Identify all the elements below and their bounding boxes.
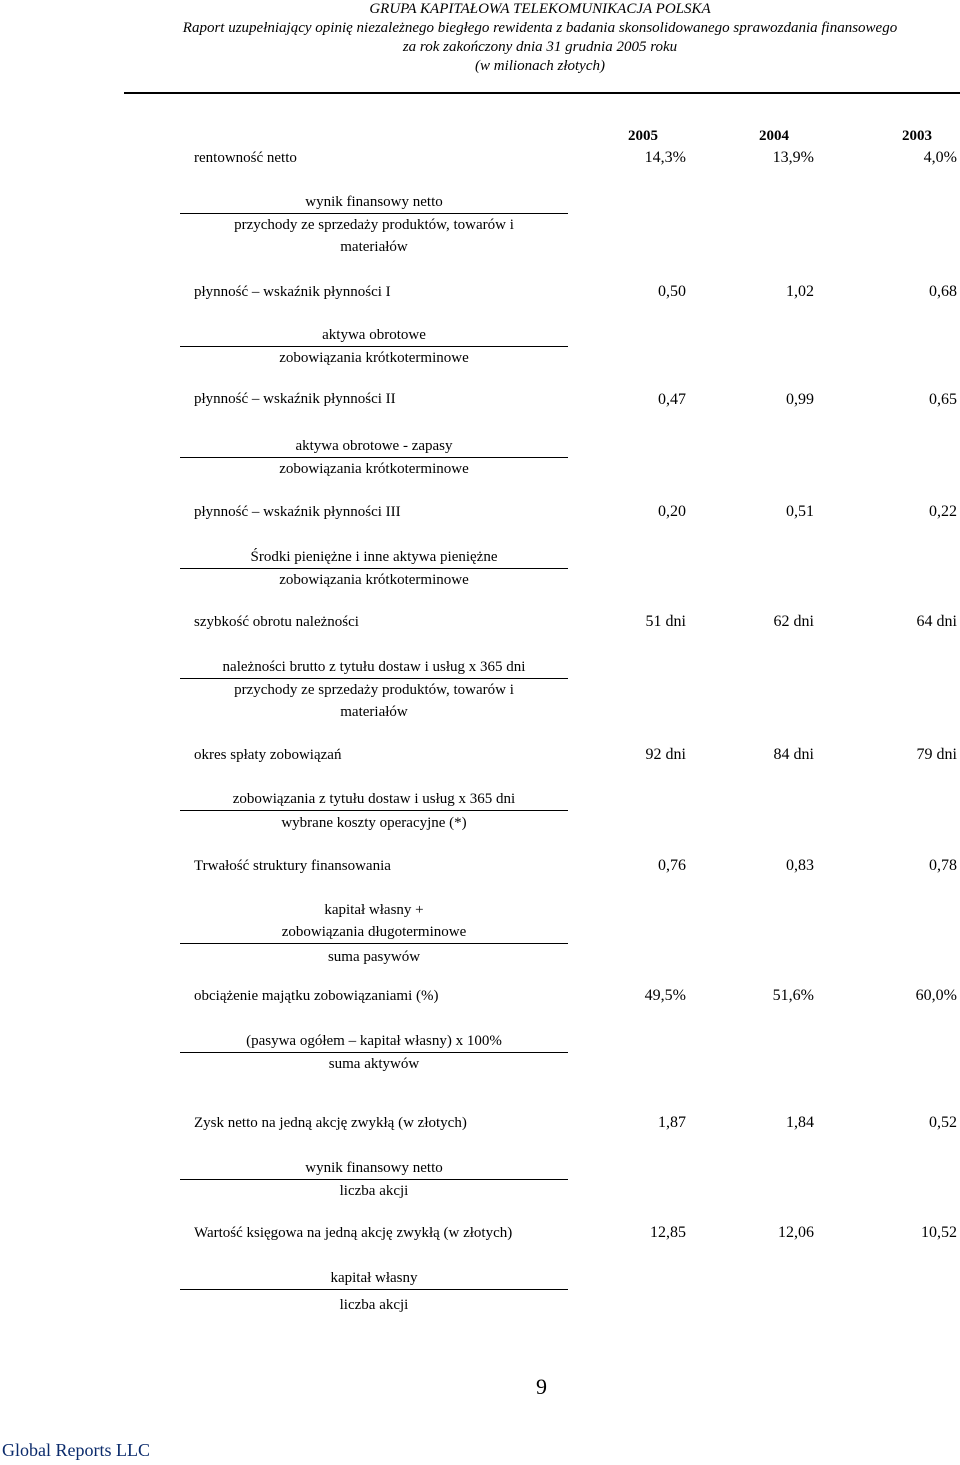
- value-2004: 84 dni: [773, 746, 814, 763]
- value-2003: 0,78: [929, 857, 957, 874]
- footer-source: Global Reports LLC: [2, 1440, 150, 1460]
- value-2005: 51 dni: [645, 613, 686, 630]
- value-2005: 0,47: [658, 391, 686, 408]
- formula-denominator: zobowiązania krótkoterminowe: [279, 350, 469, 366]
- formula-denominator: suma pasywów: [327, 949, 421, 965]
- header-units: (w milionach złotych): [475, 58, 605, 74]
- indicator-label: płynność – wskaźnik płynności I: [194, 284, 391, 300]
- indicator-label: płynność – wskaźnik płynności II: [194, 391, 396, 407]
- header-divider: [124, 92, 960, 94]
- formula-numerator: wynik finansowy netto: [180, 191, 568, 214]
- indicator-label: obciążenie majątku zobowiązaniami (%): [194, 988, 439, 1004]
- value-2003: 79 dni: [916, 746, 957, 763]
- value-2003: 0,52: [929, 1114, 957, 1131]
- value-2004: 13,9%: [772, 149, 814, 166]
- formula-numerator: [180, 899, 568, 944]
- value-2005: 0,50: [658, 283, 686, 300]
- value-2005: 1,87: [658, 1114, 686, 1131]
- indicator-label: płynność – wskaźnik płynności III: [194, 504, 401, 520]
- year-header-2003: 2003: [902, 128, 932, 144]
- value-2003: 0,65: [929, 391, 957, 408]
- denominator-line-2: materiałów: [340, 704, 408, 720]
- value-2003: 0,68: [929, 283, 957, 300]
- formula-denominator: [180, 214, 568, 258]
- numerator-line-2: zobowiązania długoterminowe: [281, 924, 467, 940]
- formula-denominator: zobowiązania krótkoterminowe: [279, 461, 469, 477]
- header-report-title: Raport uzupełniający opinię niezależnego biegłego rewidenta z badania skonsolidowanego sprawozdania finansowego: [182, 20, 898, 36]
- value-2005: 0,76: [658, 857, 686, 874]
- formula-denominator: liczba akcji: [339, 1183, 409, 1199]
- header-period: za rok zakończony dnia 31 grudnia 2005 roku: [402, 39, 678, 55]
- indicator-label: Wartość księgowa na jedną akcję zwykłą (w złotych): [194, 1225, 513, 1241]
- value-2003: 64 dni: [916, 613, 957, 630]
- indicator-label: szybkość obrotu należności: [194, 614, 359, 630]
- formula-numerator: kapitał własny: [180, 1267, 568, 1290]
- page-number: 9: [536, 1374, 547, 1399]
- indicator-label: rentowność netto: [194, 150, 297, 166]
- formula-numerator: należności brutto z tytułu dostaw i usług x 365 dni: [180, 656, 568, 679]
- formula-denominator: wybrane koszty operacyjne (*): [281, 815, 467, 831]
- formula-numerator: (pasywa ogółem – kapitał własny) x 100%: [180, 1030, 568, 1053]
- value-2004: 62 dni: [773, 613, 814, 630]
- year-header-2004: 2004: [759, 128, 789, 144]
- value-2004: 0,99: [786, 391, 814, 408]
- value-2005: 14,3%: [644, 149, 686, 166]
- value-2005: 0,20: [658, 503, 686, 520]
- indicator-label: Trwałość struktury finansowania: [194, 858, 391, 874]
- header-company: GRUPA KAPITAŁOWA TELEKOMUNIKACJA POLSKA: [369, 1, 711, 17]
- value-2004: 12,06: [778, 1224, 814, 1241]
- value-2004: 0,51: [786, 503, 814, 520]
- value-2003: 0,22: [929, 503, 957, 520]
- formula-numerator: zobowiązania z tytułu dostaw i usług x 365 dni: [180, 788, 568, 811]
- formula-numerator: Środki pieniężne i inne aktywa pieniężne: [180, 546, 568, 569]
- value-2003: 4,0%: [923, 149, 957, 166]
- value-2004: 1,02: [786, 283, 814, 300]
- value-2005: 49,5%: [644, 987, 686, 1004]
- indicator-label: Zysk netto na jedną akcję zwykłą (w złotych): [194, 1115, 467, 1131]
- numerator-line-1: kapitał własny +: [324, 902, 424, 918]
- value-2004: 0,83: [786, 857, 814, 874]
- indicator-label: okres spłaty zobowiązań: [194, 747, 342, 763]
- denominator-line-1: przychody ze sprzedaży produktów, towarów i: [234, 682, 514, 698]
- year-header-2005: 2005: [628, 128, 658, 144]
- value-2005: 92 dni: [645, 746, 686, 763]
- formula-numerator: aktywa obrotowe - zapasy: [180, 435, 568, 458]
- value-2004: 1,84: [786, 1114, 814, 1131]
- value-2005: 12,85: [650, 1224, 686, 1241]
- value-2003: 10,52: [921, 1224, 957, 1241]
- formula-numerator: aktywa obrotowe: [180, 324, 568, 347]
- formula-denominator: zobowiązania krótkoterminowe: [279, 572, 469, 588]
- denominator-line-2: materiałów: [340, 239, 408, 255]
- formula-denominator: suma aktywów: [328, 1056, 420, 1072]
- formula-denominator: [180, 679, 568, 723]
- value-2004: 51,6%: [772, 987, 814, 1004]
- formula-numerator: wynik finansowy netto: [180, 1157, 568, 1180]
- denominator-line-1: przychody ze sprzedaży produktów, towarów i: [234, 217, 514, 233]
- value-2003: 60,0%: [915, 987, 957, 1004]
- formula-denominator: liczba akcji: [339, 1297, 409, 1313]
